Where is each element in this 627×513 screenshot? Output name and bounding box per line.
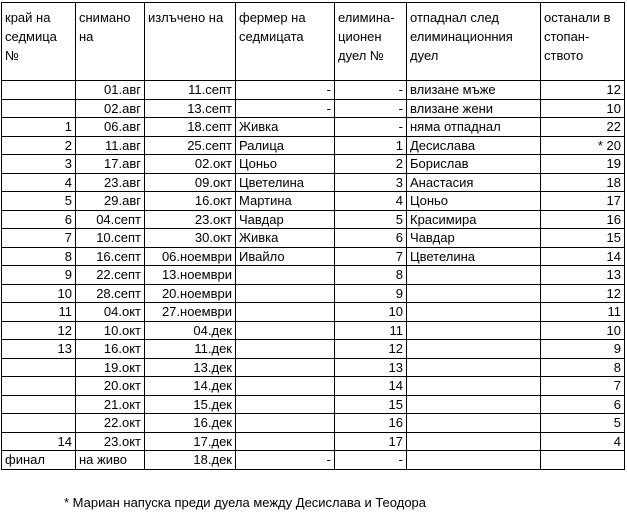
- filmed-cell: 28.септ: [76, 284, 145, 303]
- filmed-cell: 16.окт: [76, 340, 145, 359]
- week-cell: [2, 414, 76, 433]
- table-row: [2, 155, 625, 174]
- eliminated-cell: [407, 284, 541, 303]
- aired-cell: 18.дек: [145, 451, 236, 470]
- farmer-cell: Живка: [236, 118, 335, 137]
- table-row: [2, 284, 625, 303]
- table-row: [2, 358, 625, 377]
- eliminated-cell: [407, 377, 541, 396]
- table-row: [2, 414, 625, 433]
- aired-cell: 11.септ: [145, 81, 236, 100]
- filmed-cell: 10.окт: [76, 321, 145, 340]
- remaining-cell: 19: [541, 155, 625, 174]
- week-cell: 14: [2, 432, 76, 451]
- table-row: [2, 173, 625, 192]
- filmed-cell: 04.септ: [76, 210, 145, 229]
- table-row: [2, 192, 625, 211]
- filmed-cell: 01.авг: [76, 81, 145, 100]
- farmer-cell: [236, 395, 335, 414]
- aired-cell: 16.дек: [145, 414, 236, 433]
- week-cell: 5: [2, 192, 76, 211]
- duel-cell: -: [335, 99, 407, 118]
- aired-cell: 13.ноември: [145, 266, 236, 285]
- table-row: [2, 81, 625, 100]
- remaining-cell: 11: [541, 303, 625, 322]
- table-row: [2, 303, 625, 322]
- eliminated-cell: [407, 451, 541, 470]
- eliminated-cell: [407, 432, 541, 451]
- table-row: [2, 395, 625, 414]
- duel-cell: 13: [335, 358, 407, 377]
- header-filmed: снимано на: [76, 3, 145, 81]
- remaining-cell: 7: [541, 377, 625, 396]
- farmer-cell: -: [236, 451, 335, 470]
- table-row: [2, 266, 625, 285]
- eliminated-cell: Борислав: [407, 155, 541, 174]
- week-cell: 4: [2, 173, 76, 192]
- header-farmer: фермер на седмицата: [236, 3, 335, 81]
- filmed-cell: 11.авг: [76, 136, 145, 155]
- schedule-table: [1, 2, 625, 470]
- filmed-cell: на живо: [76, 451, 145, 470]
- aired-cell: 14.дек: [145, 377, 236, 396]
- table-row: [2, 247, 625, 266]
- aired-cell: 25.септ: [145, 136, 236, 155]
- duel-cell: -: [335, 451, 407, 470]
- eliminated-cell: Красимира: [407, 210, 541, 229]
- remaining-cell: 12: [541, 81, 625, 100]
- duel-cell: 8: [335, 266, 407, 285]
- week-cell: 6: [2, 210, 76, 229]
- remaining-cell: 6: [541, 395, 625, 414]
- remaining-cell: 9: [541, 340, 625, 359]
- remaining-cell: 10: [541, 321, 625, 340]
- farmer-cell: [236, 432, 335, 451]
- duel-cell: 1: [335, 136, 407, 155]
- eliminated-cell: Десислава: [407, 136, 541, 155]
- aired-cell: 30.окт: [145, 229, 236, 248]
- farmer-cell: Мартина: [236, 192, 335, 211]
- table-row: [2, 136, 625, 155]
- duel-cell: 11: [335, 321, 407, 340]
- duel-cell: 10: [335, 303, 407, 322]
- header-eliminated: отпаднал след елиминационния дуел: [407, 3, 541, 81]
- footnote: * Мариан напуска преди дуела между Десислава и Теодора: [64, 495, 427, 510]
- farmer-cell: Живка: [236, 229, 335, 248]
- duel-cell: 14: [335, 377, 407, 396]
- week-cell: 3: [2, 155, 76, 174]
- filmed-cell: 23.авг: [76, 173, 145, 192]
- week-cell: [2, 99, 76, 118]
- farmer-cell: [236, 266, 335, 285]
- duel-cell: 15: [335, 395, 407, 414]
- aired-cell: 06.ноември: [145, 247, 236, 266]
- table-row: [2, 99, 625, 118]
- table-row: [2, 229, 625, 248]
- table-row: [2, 432, 625, 451]
- aired-cell: 18.септ: [145, 118, 236, 137]
- eliminated-cell: Анастасия: [407, 173, 541, 192]
- eliminated-cell: Цветелина: [407, 247, 541, 266]
- farmer-cell: Ралица: [236, 136, 335, 155]
- farmer-cell: Цветелина: [236, 173, 335, 192]
- eliminated-cell: [407, 266, 541, 285]
- table-row: [2, 118, 625, 137]
- remaining-cell: [541, 451, 625, 470]
- duel-cell: 2: [335, 155, 407, 174]
- farmer-cell: [236, 284, 335, 303]
- table-row: [2, 210, 625, 229]
- remaining-cell: 8: [541, 358, 625, 377]
- aired-cell: 20.ноември: [145, 284, 236, 303]
- farmer-cell: Чавдар: [236, 210, 335, 229]
- duel-cell: 16: [335, 414, 407, 433]
- week-cell: [2, 377, 76, 396]
- remaining-cell: 5: [541, 414, 625, 433]
- eliminated-cell: [407, 321, 541, 340]
- week-cell: 8: [2, 247, 76, 266]
- filmed-cell: 20.окт: [76, 377, 145, 396]
- duel-cell: -: [335, 118, 407, 137]
- remaining-cell: 4: [541, 432, 625, 451]
- filmed-cell: 29.авг: [76, 192, 145, 211]
- duel-cell: 17: [335, 432, 407, 451]
- remaining-cell: 10: [541, 99, 625, 118]
- filmed-cell: 06.авг: [76, 118, 145, 137]
- duel-cell: -: [335, 81, 407, 100]
- aired-cell: 04.дек: [145, 321, 236, 340]
- remaining-cell: 12: [541, 284, 625, 303]
- duel-cell: 9: [335, 284, 407, 303]
- remaining-cell: 18: [541, 173, 625, 192]
- header-remaining: останали в стопан-ството: [541, 3, 625, 81]
- farmer-cell: [236, 377, 335, 396]
- filmed-cell: 22.септ: [76, 266, 145, 285]
- eliminated-cell: Цоньо: [407, 192, 541, 211]
- duel-cell: 12: [335, 340, 407, 359]
- filmed-cell: 16.септ: [76, 247, 145, 266]
- table-row: [2, 451, 625, 470]
- week-cell: 11: [2, 303, 76, 322]
- eliminated-cell: [407, 395, 541, 414]
- week-cell: 2: [2, 136, 76, 155]
- aired-cell: 15.дек: [145, 395, 236, 414]
- eliminated-cell: влизане мъже: [407, 81, 541, 100]
- header-aired: излъчено на: [145, 3, 236, 81]
- week-cell: 13: [2, 340, 76, 359]
- week-cell: 10: [2, 284, 76, 303]
- farmer-cell: [236, 414, 335, 433]
- remaining-cell: 15: [541, 229, 625, 248]
- eliminated-cell: [407, 340, 541, 359]
- farmer-cell: [236, 303, 335, 322]
- week-cell: 12: [2, 321, 76, 340]
- farmer-cell: -: [236, 99, 335, 118]
- aired-cell: 13.дек: [145, 358, 236, 377]
- duel-cell: 6: [335, 229, 407, 248]
- duel-cell: 4: [335, 192, 407, 211]
- week-cell: [2, 81, 76, 100]
- aired-cell: 11.дек: [145, 340, 236, 359]
- week-cell: 7: [2, 229, 76, 248]
- aired-cell: 02.окт: [145, 155, 236, 174]
- duel-cell: 3: [335, 173, 407, 192]
- filmed-cell: 19.окт: [76, 358, 145, 377]
- table-row: [2, 321, 625, 340]
- farmer-cell: [236, 321, 335, 340]
- eliminated-cell: [407, 414, 541, 433]
- remaining-cell: 17: [541, 192, 625, 211]
- week-cell: [2, 358, 76, 377]
- aired-cell: 16.окт: [145, 192, 236, 211]
- eliminated-cell: влизане жени: [407, 99, 541, 118]
- aired-cell: 17.дек: [145, 432, 236, 451]
- farmer-cell: [236, 340, 335, 359]
- aired-cell: 23.окт: [145, 210, 236, 229]
- filmed-cell: 17.авг: [76, 155, 145, 174]
- eliminated-cell: [407, 303, 541, 322]
- filmed-cell: 22.окт: [76, 414, 145, 433]
- remaining-cell: 13: [541, 266, 625, 285]
- remaining-cell: 22: [541, 118, 625, 137]
- aired-cell: 27.ноември: [145, 303, 236, 322]
- farmer-cell: Цоньо: [236, 155, 335, 174]
- week-cell: [2, 395, 76, 414]
- aired-cell: 13.септ: [145, 99, 236, 118]
- farmer-cell: [236, 358, 335, 377]
- eliminated-cell: [407, 358, 541, 377]
- farmer-cell: -: [236, 81, 335, 100]
- farmer-cell: Ивайло: [236, 247, 335, 266]
- filmed-cell: 21.окт: [76, 395, 145, 414]
- week-cell: 9: [2, 266, 76, 285]
- filmed-cell: 02.авг: [76, 99, 145, 118]
- eliminated-cell: Чавдар: [407, 229, 541, 248]
- header-duel: елимина-ционен дуел №: [335, 3, 407, 81]
- filmed-cell: 04.окт: [76, 303, 145, 322]
- header-row: [2, 3, 625, 81]
- week-cell: 1: [2, 118, 76, 137]
- filmed-cell: 10.септ: [76, 229, 145, 248]
- remaining-cell: 16: [541, 210, 625, 229]
- aired-cell: 09.окт: [145, 173, 236, 192]
- week-cell: финал: [2, 451, 76, 470]
- header-week: край на седмица №: [2, 3, 76, 81]
- remaining-cell: * 20: [541, 136, 625, 155]
- table-row: [2, 377, 625, 396]
- duel-cell: 5: [335, 210, 407, 229]
- duel-cell: 7: [335, 247, 407, 266]
- remaining-cell: 14: [541, 247, 625, 266]
- eliminated-cell: няма отпаднал: [407, 118, 541, 137]
- filmed-cell: 23.окт: [76, 432, 145, 451]
- table-row: [2, 340, 625, 359]
